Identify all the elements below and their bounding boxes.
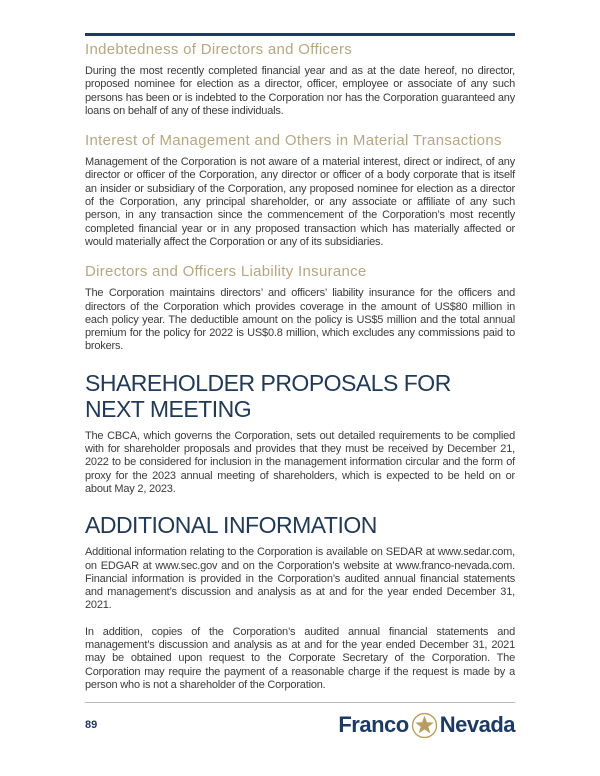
paragraph-liability-insurance: The Corporation maintains directors’ and officers’ liability insurance for the officers and directors of the Corporation which provides coverage in the amount of US$80 million in each policy year. The deductible amount on the policy is US$5 million and the total annual premium for the policy for 2022 is US$0.8 million, which excludes any commissions paid to brokers. [85, 287, 515, 353]
star-icon [411, 712, 438, 739]
section-heading-interest-of-management: Interest of Management and Others in Material Transactions [85, 132, 502, 150]
paragraph-additional-information-2: In addition, copies of the Corporation’s audited annual financial statements and management’s discussion and analysis as at and for the year ended December 31, 2021 may be obtained upon request to the Corporate Secretary of the Corporation. The Corporation may require the payment of a reasonable charge if the request is made by a person who is not a shareholder of the Corporation. [85, 625, 515, 691]
paragraph-shareholder-proposals: The CBCA, which governs the Corporation, sets out detailed requirements to be complied with for shareholder proposals and provides that they must be received by December 21, 2022 to be considered for inclusion in the management information circular and the form of proxy for the 2023 annual meeting of shareholders, which is expected to be held on or about May 2, 2023. [85, 429, 515, 495]
section-heading-additional-information: ADDITIONAL INFORMATION [85, 512, 377, 539]
section-heading-liability-insurance: Directors and Officers Liability Insurance [85, 263, 367, 281]
logo-word-franco: Franco [338, 712, 409, 737]
paragraph-additional-information-1: Additional information relating to the Corporation is available on SEDAR at www.sedar.com, on EDGAR at www.sec.gov and on the Corporation’s website at www.franco-nevada.com. Financial information is provided in the Corporation’s audited annual financial statements and management’s discussion and analysis as at and for the year ended December 31, 2021. [85, 546, 515, 612]
section-heading-shareholder-proposals: SHAREHOLDER PROPOSALS FOR NEXT MEETING [85, 369, 451, 422]
page-footer [85, 711, 515, 739]
page-number: 89 [85, 719, 98, 731]
company-logo [338, 712, 515, 739]
paragraph-interest-of-management: Management of the Corporation is not aware of a material interest, direct or indirect, of any director or officer of the Corporation, any director or officer of a body corporate that is itself an insider or subsidiary of the Corporation, any proposed nominee for election as a director of the Corporation, any principal shareholder, or any associate or affiliate of any such person, in any transaction since the commencement of the Corporation’s most recently completed financial year or in any proposed transaction which has materially affected or would materially affect the Corporation or any of its subsidiaries. [85, 156, 515, 248]
section-heading-indebtedness: Indebtedness of Directors and Officers [85, 41, 353, 58]
top-rule-divider [85, 33, 515, 36]
page-content [85, 33, 515, 705]
footer-rule-divider [85, 702, 515, 703]
paragraph-indebtedness: During the most recently completed financial year and as at the date hereof, no director, proposed nominee for election as a director, officer, employee or associate of any such persons has been or is indebted to the Corporation nor has the Corporation guaranteed any loans on behalf of any of these individuals. [85, 65, 515, 117]
logo-word-nevada: Nevada [439, 712, 515, 737]
